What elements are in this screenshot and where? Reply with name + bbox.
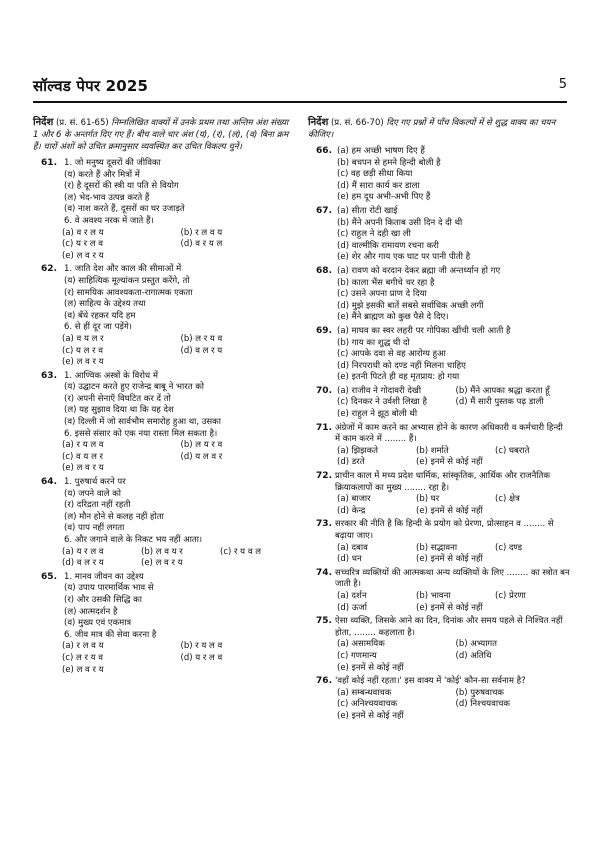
answer-options [335,543,570,566]
question-number: 62. [41,264,57,275]
question-part: (र) सामयिक आवश्यकता-रागात्मक एकता [64,287,193,298]
question-item [308,676,570,722]
answer-option: (c) राहुल ने दही खा ली [337,229,411,240]
answer-option: (e) ल व र य [62,357,104,368]
answer-option: (b) मैंने अपनी किताब उसी दिन दे दी थी [337,217,463,228]
direction-text: निम्नलिखित वाक्यों में उनके प्रथम तथा अन्तिम अंश संख्या 1 और 6 के अन्तर्गत दिए गए हैं। बीच वाले चार अंश (य), (र), (ल), (व) बिना क्रम हैं। चारों अंशों को उचित क्रमानुसार व्यवस्थित कर उचित विकल्प चुनें। [33,118,289,152]
answer-option: (a) सम्बन्धवाचक [337,687,392,698]
answer-option: (b) काला भैंस बगीचे चर रहा है [337,277,435,288]
question-part: (ल) भेद-भाव उत्पन्न करते हैं [64,192,150,203]
answer-option: (e) हम दूध अभी-अभी पिए हैं [337,192,431,203]
question-number: 75. [316,616,332,627]
answer-option: (b) शर्माते [416,445,449,456]
answer-option: (b) बचपन से हमने हिन्दी बोली है [337,157,441,168]
question-part: 1. जो मनुष्य दूसरों की जीविका [64,158,161,168]
answer-options [335,591,570,614]
question-item [33,477,295,570]
answer-option: (a) र ल व य [62,641,104,652]
right-question-list [308,146,570,723]
answer-option: (b) अभ्यागत [455,639,498,650]
question-item [33,264,295,368]
answer-option: (c) य र ल व [62,239,104,250]
answer-options [60,547,295,570]
question-part: (ल) आत्मदर्शन है [64,606,118,617]
question-part: 6. और जगाने वाले के निकट भय नहीं आता। [64,535,203,545]
question-part: (व) पाप नहीं लगता [64,523,125,534]
book-title: सॉल्वड पेपर 2025 [33,77,149,95]
question-number: 76. [316,676,332,687]
question-number: 74. [316,567,332,578]
question-item [33,371,295,475]
answer-option: (c) ल र य व [62,652,104,663]
answer-option: (b) पुरुषवाचक [455,687,504,698]
question-part: 1. मानव जीवन का उद्देश्य [64,571,144,582]
answer-option: (d) ऊर्जा [337,602,367,613]
answer-option: (e) इतनी पिटते ही वह मृतप्राय: हो गया [337,372,460,383]
question-part: 1. जाति देश और काल की सीमाओं में [64,264,182,275]
question-part: (र) है दूसरों की स्त्री या पति से वियोग [64,181,179,192]
answer-option: (c) क्षेत्र [495,494,520,505]
answer-options [335,266,570,324]
question-part: (र) और उसकी सिद्धि का [64,594,142,605]
answer-option: (b) र य ल व [180,641,223,652]
answer-option: (d) केन्द्र [337,505,366,516]
question-number: 65. [41,571,57,582]
page-header [33,76,567,96]
answer-options [335,688,570,723]
answer-option: (c) उसने अपना प्राण दे दिया [337,289,427,300]
question-part: (ल) साहित्य के उद्देश्य तथा [64,299,146,310]
answer-option: (d) मैं सारा कार्य कर डाला [337,180,420,191]
answer-options [335,386,570,421]
question-item [308,616,570,674]
answer-option: (b) भावना [416,590,451,601]
question-part: 6. जीव मात्र की सेवा करना है [64,629,157,640]
question-part: (य) उपाय पारमार्थिक भाव से [64,583,154,594]
answer-option: (b) गाय का शुद्ध घी दो [337,337,410,348]
answer-option: (e) इनमें से कोई नहीं [337,662,404,673]
question-item [33,572,295,676]
question-number: 63. [41,370,57,381]
answer-option: (d) य र ल व [180,652,223,663]
answer-option: (c) व य ल र [62,451,104,462]
answer-option: (d) निश्चयवाचक [455,699,510,710]
answer-option: (a) रावण को वरदान देकर ब्रह्मा जी अन्तर्ध्यान हो गए [337,265,501,276]
answer-option: (e) ल व र य [62,664,104,675]
question-part: (र) अपनी सेनाएँ विघटित कर दें तो [64,393,171,404]
question-part: 1. पुरुषार्थ करने पर [64,477,126,488]
answer-option: (d) वाल्मीकि रामायण रचना करी [337,240,439,251]
answer-options [60,228,295,263]
answer-option: (a) व र ल य [62,227,104,238]
answer-option: (a) झिझकते [337,445,378,456]
answer-option: (e) इनमें से कोई नहीं [416,554,483,565]
question-item [308,206,570,264]
question-part: (व) दिल्ली में जो सार्वभौम समारोह हुआ था, उसका [64,417,221,428]
answer-option: (d) व ल र य [62,558,104,569]
answer-option: (d) मुझे इसकी बातें सबसे सर्वाधिक अच्छी लगीं [337,300,484,311]
answer-options [335,446,570,469]
answer-option: (a) दबाव [337,542,368,553]
question-item [308,386,570,421]
question-part: (व) मुख्य एवं एकमात्र [64,618,132,629]
answer-option: (a) राजीव ने गोदावरी देखी [337,385,422,396]
question-number: 70. [316,385,332,396]
answer-option: (e) ल व र य [62,463,104,474]
answer-option: (a) व य ल र [62,333,104,344]
question-part: (व) नाश करते हैं, दूसरों का घर उजाड़ते [64,204,185,215]
question-part: (य) जपने वाले को [64,488,121,499]
answer-option: (c) र य व ल [220,546,262,557]
question-part: (ल) यह सुझाव दिया था कि यह देश [64,405,174,416]
right-column [308,117,570,725]
answer-option: (e) शेर और गाय एक घाट पर पानी पीती है [337,252,471,263]
question-item [308,266,570,324]
question-stem: प्राचीन काल में मध्य प्रदेश धार्मिक, सांस्कृतिक, आर्थिक और राजनैतिक क्रियाकलापों का मुख्य ........ रहा है। [335,471,550,493]
answer-option: (b) ल र य व [180,333,223,344]
question-part: (य) साहित्यिक मूल्यांकन प्रस्तुत करेंगे, तो [64,275,190,286]
question-number: 71. [316,422,332,433]
question-part: 1. आण्विक अस्त्रों के विरोध में [64,370,158,381]
answer-option: (d) धन [337,554,362,565]
answer-option: (d) मैं सारी पुस्तक पढ़ डाली [455,397,544,408]
answer-option: (a) माघव का स्वर लहरी पर गोपिका खींची चली आती है [337,325,511,336]
answer-options [335,326,570,384]
answer-option: (a) र य ल व [62,440,104,451]
answer-option: (d) निरपराधी को दण्ड नहीं मिलना चाहिए [337,360,466,371]
question-part: 6. इससे संसार को एक नया रास्ता मिल सकता है। [64,428,218,439]
question-part: (य) उद्घाटन करते हुए राजेन्द्र बाबू ने भारत को [64,382,204,393]
answer-option: (c) दण्ड [495,542,523,553]
question-item [308,423,570,469]
answer-options [335,146,570,204]
question-item [308,471,570,517]
answer-options [60,641,295,676]
question-number: 72. [316,471,332,482]
answer-option: (d) य ल व र [180,451,223,462]
answer-option: (c) गणमान्य [337,650,377,661]
answer-option: (e) इनमें से कोई नहीं [416,457,483,468]
answer-option: (e) इनमें से कोई नहीं [337,710,404,721]
direction-block-66-70 [308,117,570,141]
answer-option: (d) व ल र य [180,345,223,356]
answer-option: (a) असामयिक [337,639,385,650]
answer-option: (c) प्रेरणा [495,590,526,601]
answer-option: (b) घर [416,494,440,505]
answer-options [60,440,295,475]
answer-option: (e) इनमें से कोई नहीं [416,602,483,613]
answer-option: (c) य ल र व [62,345,104,356]
answer-option: (e) ल व र य [141,558,183,569]
answer-option: (a) बाजार [337,494,371,505]
question-number: 69. [316,325,332,336]
answer-option: (b) ल व य र [141,546,183,557]
left-question-list [33,158,295,676]
direction-range: (प्र. सं. 61-65) [55,118,109,128]
answer-option: (a) दर्शन [337,590,367,601]
question-number: 67. [316,205,332,216]
answer-option: (a) हम अच्छी भाषण दिए हैं [337,146,425,156]
question-item [308,146,570,204]
answer-option: (e) ल व र य [62,250,104,261]
answer-option: (a) य र ल व [62,546,104,557]
answer-option: (e) इनमें से कोई नहीं [416,505,483,516]
question-item [308,519,570,565]
answer-option: (c) घबराते [495,445,530,456]
question-part: 6. से हीं दूर जा पड़ेंगे। [64,322,132,333]
question-part: (ल) मौन होने से कलह नहीं होता [64,511,164,522]
direction-text: दिए गए प्रश्नों में पाँच विकल्पों में से शुद्ध वाक्य का चयन कीजिए। [308,118,556,140]
direction-range: (प्र. सं. 66-70) [330,118,384,128]
answer-option: (d) डरते [337,457,365,468]
answer-options [60,334,295,369]
answer-option: (c) दिनकर ने उर्वशी लिखा है [337,397,427,408]
answer-option: (c) वह छड़ी सीधा किया [337,169,413,180]
answer-options [335,206,570,264]
answer-option: (e) राहुल ने झूठ बोली थी [337,409,418,420]
question-stem: अंग्रेजों में काम करने का अभ्यास होने के कारण अधिकारी व कर्मचारी हिन्दी में काम करने में ........ हैं। [335,422,563,445]
question-number: 61. [41,158,57,168]
answer-option: (b) मैंने आपका श्रद्धा करता हूँ [455,385,550,396]
question-number: 68. [316,265,332,276]
question-part: (र) दरिद्रता नहीं रहती [64,500,131,511]
answer-option: (c) अनिश्चयवाचक [337,699,398,710]
question-item [308,326,570,384]
answer-option: (d) व र य ल [180,239,223,250]
answer-options [335,639,570,674]
question-stem: सरकार की नीति है कि हिन्दी के प्रयोग को प्रेरणा, प्रोत्साहन व ........ से बढ़ाया जाए। [335,519,554,541]
question-stem: सच्चरित्र व्यक्तियों की आत्मकथा अन्य व्यक्तियों के लिए ........ का स्त्रोत बन जाती है। [335,567,570,590]
answer-option: (b) सद्भावना [416,542,458,553]
answer-option: (e) मैंने ब्राह्मण को कुछ पैसे दे दिए। [337,312,449,323]
answer-options [335,494,570,517]
question-item [33,158,295,262]
question-item [308,568,570,614]
answer-option: (d) अतिथि [455,650,492,661]
question-number: 73. [316,519,332,530]
question-part: (य) करते हैं और मित्रों में [64,169,140,180]
question-part: 6. वे अवश्य नरक में जाते हैं। [64,215,154,226]
answer-option: (a) सीता रोटी खाई [337,205,398,216]
header-rule [33,101,567,103]
question-part: (व) बँधे रहकर यदि हम [64,310,136,321]
direction-label: निर्देश [308,117,329,128]
direction-label: निर्देश [33,117,54,128]
page-number: 5 [558,77,567,92]
answer-option: (c) आपके दवा से वह आरोग्य हुआ [337,349,446,360]
question-number: 64. [41,477,57,488]
direction-block-61-65 [33,117,295,153]
question-stem: 'वहाँ कोई नहीं रहता।' इस वाक्य में 'कोई' कौन-सा सर्वनाम है? [335,676,526,687]
answer-option: (b) र ल व य [180,227,223,238]
question-number: 66. [316,146,332,156]
left-column [33,117,295,678]
question-stem: ऐसा व्यक्ति, जिसके आने का दिन, दिनांक और समय पहले से निश्चित नहीं होता, ........ कहलाता है। [335,616,563,638]
answer-option: (b) ल य र व [180,440,223,451]
